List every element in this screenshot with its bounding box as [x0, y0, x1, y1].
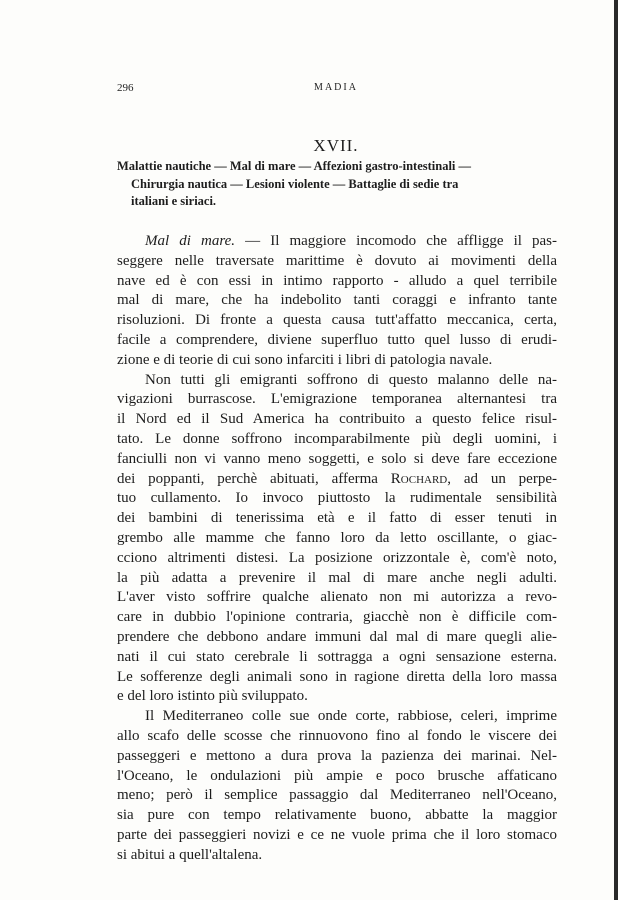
- paragraph-line: Le sofferenze degli animali sono in ragione diretta della loro massa: [117, 668, 557, 685]
- paragraph-line: fanciulli non vi vanno meno soggetti, e solo si deve fare eccezione: [117, 450, 557, 467]
- paragraph-line: e del loro istinto più sviluppato.: [117, 688, 308, 705]
- paragraph-line: Il Mediterraneo colle sue onde corte, rabbiose, celeri, imprime: [145, 708, 557, 725]
- paragraph-line: dei bambini di tenerissima età e il fatto di esser tenuti in: [117, 510, 557, 527]
- paragraph-line: mal di mare, che ha indebolito tanti coraggi e infranto tante: [117, 292, 557, 309]
- page-number: 296: [117, 82, 134, 94]
- paragraph-line: la più adatta a prevenire il mal di mare anche negli adulti.: [117, 569, 557, 586]
- paragraph-line: zione e di teorie di cui sono infarciti i libri di patologia navale.: [117, 351, 493, 368]
- paragraph-text: dei poppanti, perchè abituati, afferma: [117, 470, 391, 487]
- chapter-summary: [117, 158, 557, 211]
- running-title: MADIA: [314, 82, 358, 93]
- paragraph-line: grembo alle mamme che fanno loro da letto oscillante, o giac-: [117, 529, 557, 546]
- paragraph-line: seggere nelle traversate marittime è dovuto ai movimenti della: [117, 252, 557, 269]
- paragraph-line: facile a comprendere, diviene superfluo tutto quel lusso di erudi-: [117, 331, 557, 348]
- paragraph-line: tato. Le donne soffrono incomparabilmente più degli uomini, i: [117, 430, 557, 447]
- paragraph-line: [117, 470, 557, 490]
- paragraph-line: care in dubbio l'opinione contraria, giacchè non è difficile com-: [117, 609, 557, 626]
- chapter-title: XVII.: [313, 136, 359, 155]
- summary-line: Malattie nautiche — Mal di mare — Affezioni gastro-intestinali —: [117, 159, 472, 173]
- paragraph-line: L'aver visto soffrire qualche alienato non mi autorizza a revo-: [117, 589, 557, 606]
- section-lead: Mal di mare.: [145, 233, 236, 249]
- paragraph-line: vigazioni burrascose. L'emigrazione temporanea alternantesi tra: [117, 391, 557, 408]
- paragraph-line: il Nord ed il Sud America ha contribuito a questo felice risul-: [117, 411, 557, 428]
- paragraph-line: passeggeri e mettono a dura prova la pazienza dei marinai. Nel-: [117, 747, 557, 764]
- paragraph-text: , ad un perpe-: [447, 470, 557, 487]
- page-header: [117, 82, 555, 102]
- paragraph-line: risoluzioni. Di fronte a questa causa tutt'affatto meccanica, certa,: [117, 312, 557, 329]
- summary-line: italiani e siriaci.: [131, 194, 217, 208]
- paragraph-line: nave ed è con essi in intimo rapporto - alludo a quel terribile: [117, 272, 557, 289]
- summary-line: Chirurgia nautica — Lesioni violente — Battaglie di sedie tra: [131, 176, 459, 191]
- author-name: Rochard: [390, 470, 448, 487]
- paragraph-line: [117, 232, 557, 252]
- paragraph-line: allo scafo delle scosse che rinnuovono fino al fondo le viscere dei: [117, 727, 557, 744]
- page-edge: [614, 0, 618, 900]
- paragraph-line: meno; però il semplice passaggio dal Mediterraneo nell'Oceano,: [117, 787, 557, 804]
- paragraph-line: nati il cui stato cerebrale li sottragga a ogni sensazione esterna.: [117, 648, 557, 665]
- paragraph-line: l'Oceano, le ondulazioni più ampie e poco brusche affaticano: [117, 767, 557, 784]
- paragraph-line: prendere che debbono andare immuni dal mal di mare quegli alie-: [117, 628, 557, 645]
- paragraph-line: sia pure con tempo relativamente buono, abbatte la maggior: [117, 807, 557, 824]
- paragraph-text: — Il maggiore incomodo che affligge il pas-: [235, 233, 558, 249]
- paragraph-line: parte dei passeggieri novizi e ce ne vuole prima che il loro stomaco: [117, 826, 557, 843]
- body-text: [117, 232, 557, 866]
- paragraph-line: tuo cullamento. Io invoco piuttosto la rudimentale sensibilità: [117, 490, 557, 507]
- paragraph-line: cciono altrimenti distesi. La posizione orizzontale è, com'è noto,: [117, 549, 557, 566]
- paragraph-line: Non tutti gli emigranti soffrono di questo malanno delle na-: [145, 371, 557, 388]
- paragraph-line: si abitui a quell'altalena.: [117, 846, 263, 863]
